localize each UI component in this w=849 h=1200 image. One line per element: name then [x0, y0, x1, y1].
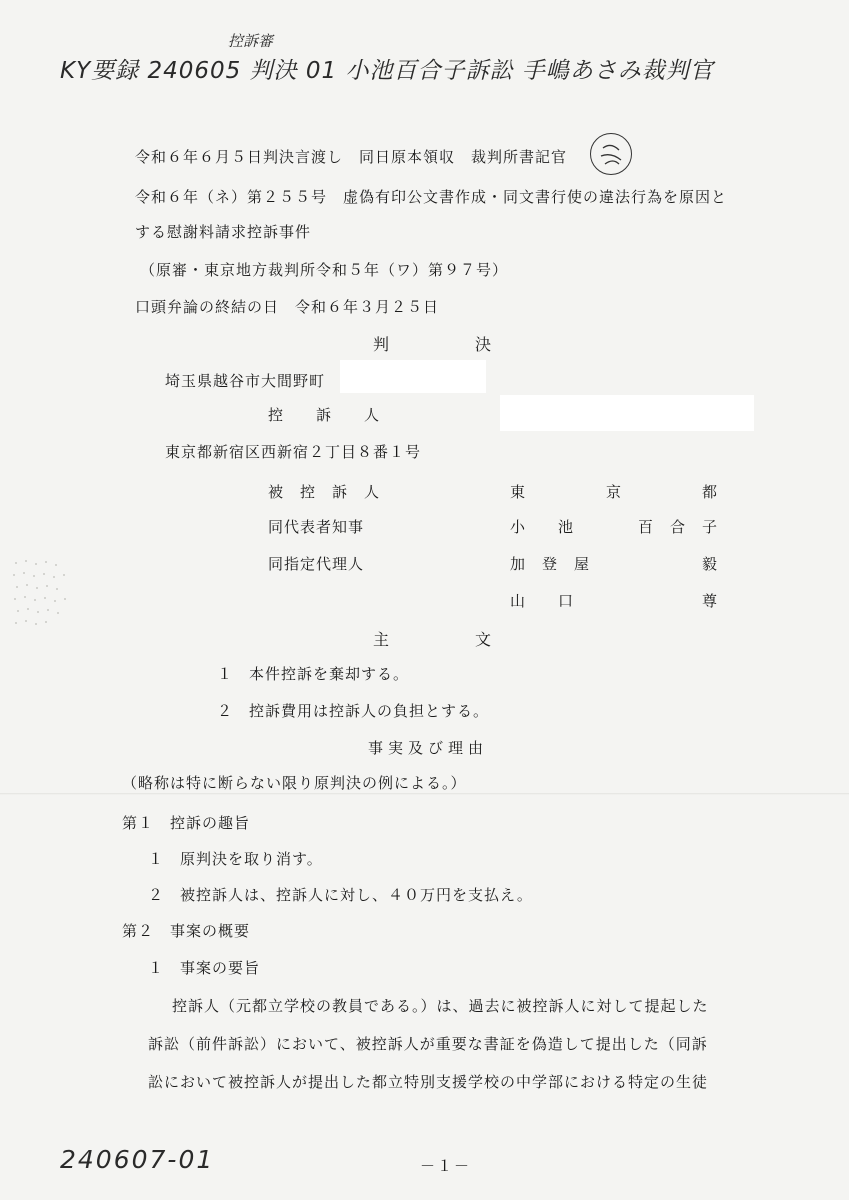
paragraph-line-3: 訟において被控訴人が提出した都立特別支援学校の中学部における特定の生徒	[148, 1073, 709, 1091]
agent-name-2: 山 口 尊	[510, 592, 719, 610]
abbreviation-note: （略称は特に断らない限り原判決の例による。）	[122, 774, 467, 792]
header-line-4: （原審・東京地方裁判所令和５年（ワ）第９７号）	[140, 261, 509, 279]
paragraph-line-2: 訴訟（前件訴訟）において、被控訴人が重要な書証を偽造して提出した（同訴	[148, 1035, 708, 1053]
main-text-item-1: １ 本件控訴を棄却する。	[217, 665, 410, 683]
seal-icon	[591, 134, 631, 174]
section-1-item-1: １ 原判決を取り消す。	[148, 850, 323, 868]
appellee-address: 東京都新宿区西新宿２丁目８番１号	[165, 443, 422, 461]
section-2-title: 第２ 事案の概要	[122, 922, 251, 940]
header-line-2: 令和６年（ネ）第２５５号 虚偽有印公文書作成・同文書行使の違法行為を原因と	[135, 188, 728, 206]
punch-hole-marks	[10, 560, 70, 630]
redaction-block	[340, 360, 486, 393]
appellee-label: 被 控 訴 人	[268, 483, 381, 501]
redaction-block	[500, 395, 754, 431]
representative-label: 同代表者知事	[268, 518, 365, 536]
section-1-title: 第１ 控訴の趣旨	[122, 814, 251, 832]
paragraph-line-1: 控訴人（元都立学校の教員である。）は、過去に被控訴人に対して提起した	[172, 997, 709, 1015]
agent-label: 同指定代理人	[268, 555, 365, 573]
appellee-name: 東 京 都	[510, 483, 719, 501]
section-2-subtitle: １ 事案の要旨	[148, 959, 261, 977]
header-line-3: する慰謝料請求控訴事件	[135, 223, 312, 241]
facts-heading: 事実及び理由	[368, 739, 489, 757]
appellant-address: 埼玉県越谷市大間野町	[165, 372, 326, 390]
agent-name-1: 加 登 屋 毅	[510, 555, 719, 573]
handwritten-header-note: KY要録 240605 判決 01 小池百合子訴訟 手嶋あさみ裁判官	[60, 58, 714, 84]
judgment-title: 判 決	[373, 335, 493, 354]
representative-name: 小 池 百 合 子	[510, 518, 719, 536]
appellant-label: 控 訴 人	[268, 406, 381, 424]
header-line-5: 口頭弁論の終結の日 令和６年３月２５日	[135, 298, 440, 316]
clerk-seal	[590, 133, 632, 175]
handwritten-note-appeal: 控訴審	[228, 32, 274, 50]
main-text-item-2: ２ 控訴費用は控訴人の負担とする。	[217, 702, 490, 720]
main-text-heading: 主 文	[373, 630, 493, 649]
section-1-item-2: ２ 被控訴人は、控訴人に対し、４０万円を支払え。	[148, 886, 533, 904]
paper-fold	[0, 793, 849, 795]
handwritten-footer-note: 240607-01	[60, 1145, 215, 1174]
page-number: －１－	[420, 1157, 472, 1175]
header-line-1: 令和６年６月５日判決言渡し 同日原本領収 裁判所書記官	[135, 148, 568, 166]
